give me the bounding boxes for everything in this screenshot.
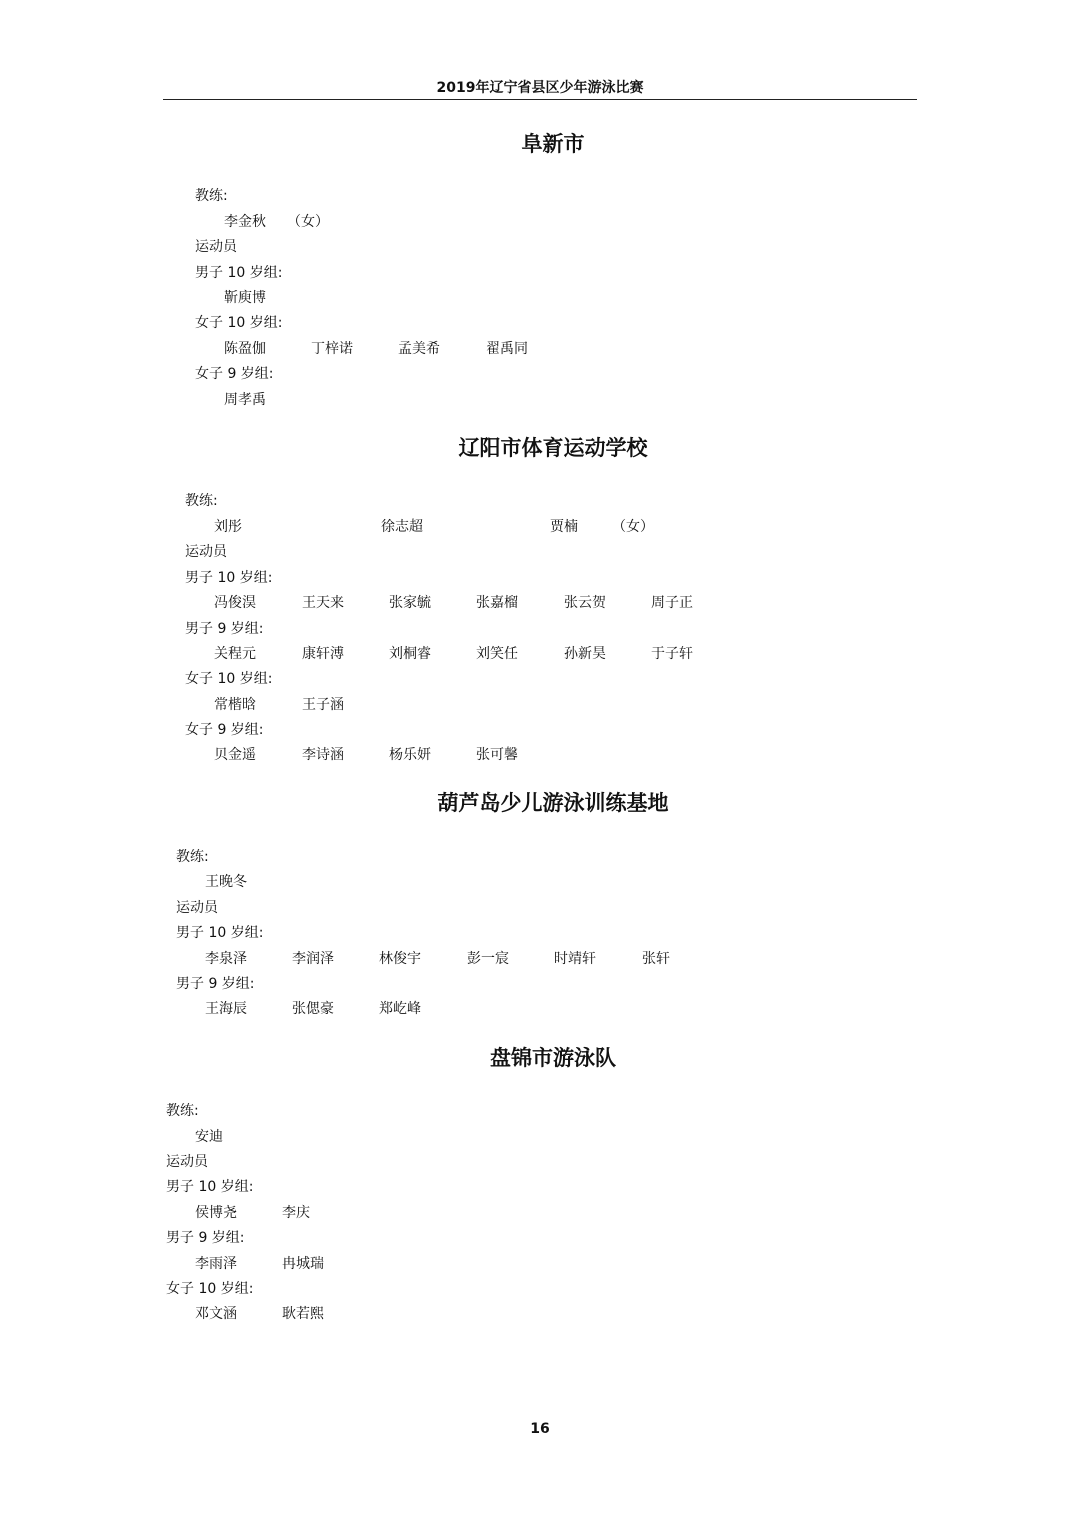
coach-label: 教练:	[176, 849, 209, 865]
athlete-name: 杨乐妍	[389, 747, 431, 763]
athlete-name: 靳庾博	[224, 290, 266, 306]
athlete-name: 孟美希	[398, 341, 440, 357]
athlete-name: 丁梓诺	[311, 341, 353, 357]
athlete-name: 王子涵	[302, 697, 344, 713]
athlete-name: 李庆	[282, 1205, 310, 1221]
group-label: 男子 9 岁组:	[176, 976, 255, 992]
athlete-name: 翟禹同	[486, 341, 528, 357]
athlete-name: 邓文涵	[195, 1306, 237, 1322]
athlete-name: 耿若熙	[282, 1306, 324, 1322]
athlete-name: 张偲豪	[292, 1001, 334, 1017]
athlete-name: 陈盈伽	[224, 341, 266, 357]
group-label: 女子 10 岁组:	[195, 315, 283, 331]
coach-name: 徐志超	[381, 519, 423, 535]
athlete-name: 王海辰	[205, 1001, 247, 1017]
group-label: 男子 10 岁组:	[195, 265, 283, 281]
athlete-label: 运动员	[176, 900, 218, 916]
athlete-name: 林俊宇	[379, 951, 421, 967]
group-label: 女子 9 岁组:	[185, 722, 264, 738]
athlete-name: 侯博尧	[195, 1205, 237, 1221]
coach-name: 安迪	[195, 1129, 223, 1145]
group-label: 男子 10 岁组:	[166, 1179, 254, 1195]
athlete-name: 于子轩	[651, 646, 693, 662]
athlete-label: 运动员	[185, 544, 227, 560]
athlete-name: 张嘉榴	[476, 595, 518, 611]
page-header-title: 2019年辽宁省县区少年游泳比赛	[436, 80, 644, 96]
athlete-name: 周孝禹	[224, 392, 266, 408]
section-title: 葫芦岛少儿游泳训练基地	[437, 791, 669, 815]
athlete-name: 张云贺	[564, 595, 606, 611]
coach-label: 教练:	[185, 493, 218, 509]
coach-label: 教练:	[166, 1103, 199, 1119]
athlete-name: 王天来	[302, 595, 344, 611]
athlete-name: 冯俊淏	[214, 595, 256, 611]
group-label: 女子 9 岁组:	[195, 366, 274, 382]
page-number: 16	[530, 1421, 550, 1437]
header-divider	[163, 99, 917, 100]
athlete-name: 张可馨	[476, 747, 518, 763]
group-label: 男子 9 岁组:	[185, 621, 264, 637]
athlete-name: 李雨泽	[195, 1256, 237, 1272]
group-label: 男子 10 岁组:	[185, 570, 273, 586]
athlete-name: 时靖轩	[554, 951, 596, 967]
athlete-name: 刘笑任	[476, 646, 518, 662]
athlete-label: 运动员	[166, 1154, 208, 1170]
group-label: 男子 9 岁组:	[166, 1230, 245, 1246]
athlete-name: 张家毓	[389, 595, 431, 611]
group-label: 男子 10 岁组:	[176, 925, 264, 941]
group-label: 女子 10 岁组:	[166, 1281, 254, 1297]
athlete-name: 李诗涵	[302, 747, 344, 763]
coach-name: 刘彤	[214, 519, 242, 535]
athlete-name: 常楷晗	[214, 697, 256, 713]
section-title: 盘锦市游泳队	[490, 1046, 616, 1070]
coach-name: 王晚冬	[205, 874, 247, 890]
athlete-name: 冉城瑞	[282, 1256, 324, 1272]
group-label: 女子 10 岁组:	[185, 671, 273, 687]
coach-label: 教练:	[195, 188, 228, 204]
athlete-name: 张轩	[642, 951, 670, 967]
section-title: 阜新市	[521, 132, 585, 156]
coach-name: 李金秋	[224, 214, 266, 230]
athlete-label: 运动员	[195, 239, 237, 255]
coach-name: 贾楠	[550, 519, 578, 535]
athlete-name: 康轩溥	[302, 646, 344, 662]
athlete-name: 郑屹峰	[379, 1001, 421, 1017]
coach-note: （女）	[287, 214, 329, 230]
athlete-name: 周子正	[651, 595, 693, 611]
athlete-name: 贝金遥	[214, 747, 256, 763]
section-title: 辽阳市体育运动学校	[458, 436, 648, 460]
athlete-name: 刘桐睿	[389, 646, 431, 662]
coach-note: （女）	[612, 519, 654, 535]
athlete-name: 李泉泽	[205, 951, 247, 967]
athlete-name: 彭一宸	[467, 951, 509, 967]
athlete-name: 孙新昊	[564, 646, 606, 662]
athlete-name: 李润泽	[292, 951, 334, 967]
athlete-name: 关程元	[214, 646, 256, 662]
